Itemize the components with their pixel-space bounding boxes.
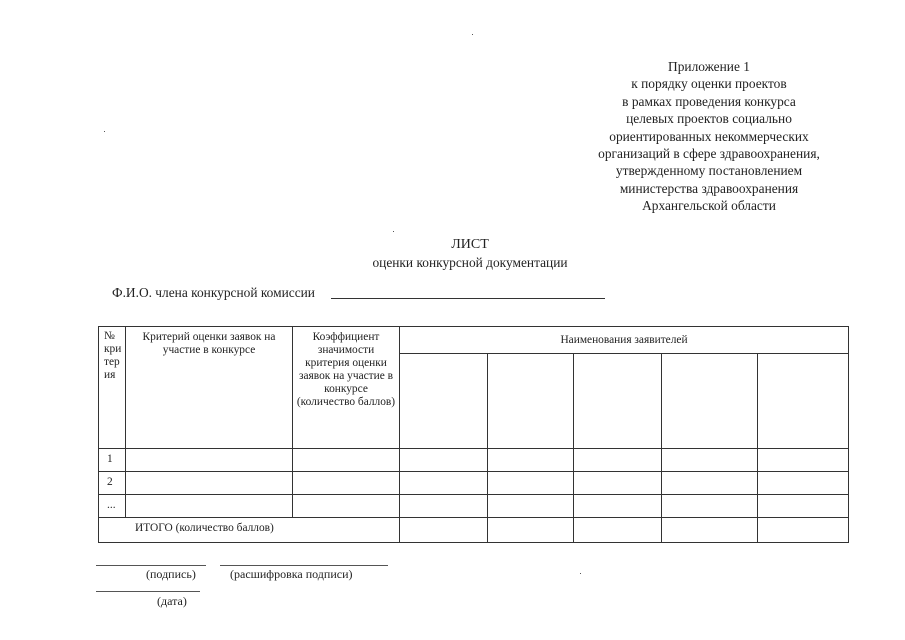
row-number: 1 <box>99 449 126 472</box>
score-cell[interactable] <box>488 472 574 495</box>
total-score-cell[interactable] <box>400 518 488 543</box>
signature-line[interactable] <box>96 565 206 566</box>
total-score-cell[interactable] <box>574 518 662 543</box>
header-applicants: Наименования заявителей <box>400 327 849 354</box>
appendix-header <box>580 58 838 215</box>
coefficient-cell[interactable] <box>293 449 400 472</box>
criterion-cell[interactable] <box>126 449 293 472</box>
applicant-header-cell[interactable] <box>758 354 849 449</box>
score-cell[interactable] <box>400 449 488 472</box>
criterion-cell[interactable] <box>126 472 293 495</box>
score-cell[interactable] <box>758 495 849 518</box>
score-cell[interactable] <box>574 495 662 518</box>
signature-label: (подпись) <box>146 567 196 581</box>
row-number: ... <box>99 495 126 518</box>
total-score-cell[interactable] <box>758 518 849 543</box>
score-cell[interactable] <box>400 495 488 518</box>
document-title <box>300 236 640 272</box>
table-row <box>99 449 849 472</box>
total-score-cell[interactable] <box>662 518 758 543</box>
appendix-line: Архангельской области <box>642 198 776 214</box>
total-label: ИТОГО (количество баллов) <box>99 518 400 543</box>
total-score-cell[interactable] <box>488 518 574 543</box>
coefficient-cell[interactable] <box>293 472 400 495</box>
evaluation-table <box>98 326 849 543</box>
score-cell[interactable] <box>400 472 488 495</box>
criterion-cell[interactable] <box>126 495 293 518</box>
appendix-line: ориентированных некоммерческих <box>609 128 809 144</box>
appendix-line: министерства здравоохранения <box>619 180 799 196</box>
score-cell[interactable] <box>574 472 662 495</box>
title-main: ЛИСТ <box>451 237 489 252</box>
applicant-header-cell[interactable] <box>662 354 758 449</box>
title-subtitle: оценки конкурсной документации <box>372 255 568 270</box>
scan-speck <box>104 131 105 132</box>
scan-speck <box>393 231 394 232</box>
appendix-line: организаций в сфере здравоохранения, <box>598 146 820 162</box>
signature-decoding-label: (расшифровка подписи) <box>230 567 353 581</box>
applicant-header-cell[interactable] <box>400 354 488 449</box>
appendix-line: утвержденному постановлением <box>615 163 803 179</box>
header-criterion: Критерий оценки заявок на участие в конкурсе <box>126 327 293 449</box>
score-cell[interactable] <box>662 449 758 472</box>
date-line[interactable] <box>96 591 200 592</box>
applicant-header-cell[interactable] <box>488 354 574 449</box>
appendix-line: в рамках проведения конкурса <box>622 93 796 109</box>
scan-speck <box>580 573 581 574</box>
score-cell[interactable] <box>758 449 849 472</box>
total-row <box>99 518 849 543</box>
score-cell[interactable] <box>758 472 849 495</box>
coefficient-cell[interactable] <box>293 495 400 518</box>
signature-decoding-line[interactable] <box>220 565 388 566</box>
appendix-line: к порядку оценки проектов <box>631 76 787 92</box>
appendix-line: целевых проектов социально <box>626 111 792 127</box>
applicant-header-cell[interactable] <box>574 354 662 449</box>
fio-label: Ф.И.О. члена конкурсной комиссии <box>112 285 315 300</box>
table-row <box>99 495 849 518</box>
header-criterion-number: № кри тер ия <box>99 327 126 449</box>
appendix-line: Приложение 1 <box>668 59 750 74</box>
header-coefficient: Коэффициент значимости критерия оценки заявок на участие в конкурсе (количество баллов) <box>293 327 400 449</box>
date-label: (дата) <box>157 594 187 608</box>
row-number: 2 <box>99 472 126 495</box>
score-cell[interactable] <box>488 449 574 472</box>
score-cell[interactable] <box>488 495 574 518</box>
score-cell[interactable] <box>662 472 758 495</box>
score-cell[interactable] <box>574 449 662 472</box>
scan-speck <box>472 34 473 35</box>
score-cell[interactable] <box>662 495 758 518</box>
fio-input-line[interactable] <box>331 298 605 299</box>
table-row <box>99 472 849 495</box>
